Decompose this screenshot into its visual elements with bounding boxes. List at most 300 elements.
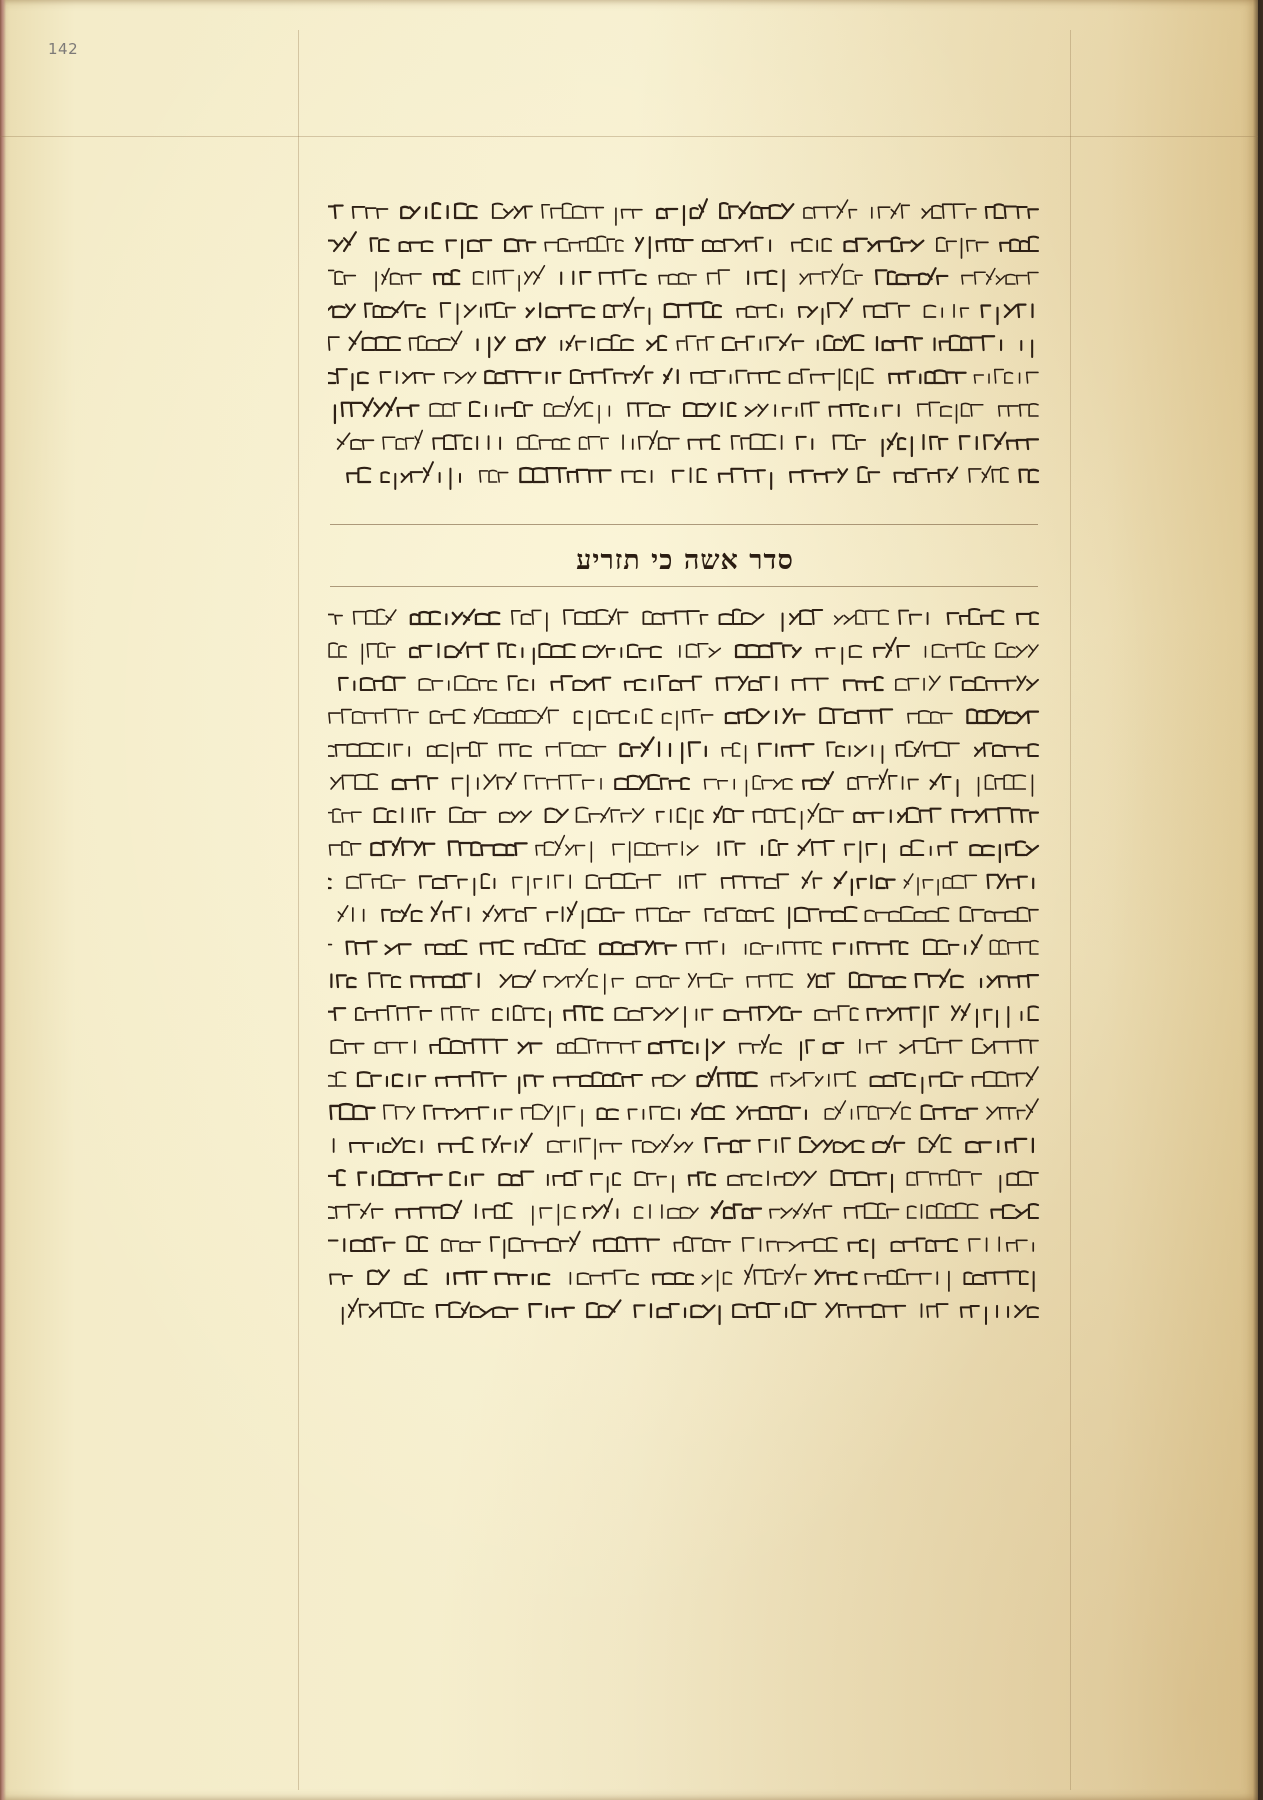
script-word <box>517 337 545 350</box>
script-word <box>972 1067 1038 1086</box>
script-line <box>328 1031 1040 1064</box>
script-word <box>732 434 782 449</box>
script-line-strokes <box>328 427 1040 460</box>
script-word <box>703 238 770 251</box>
script-line-strokes <box>328 328 1040 361</box>
script-line <box>328 328 1040 361</box>
script-word <box>876 268 947 284</box>
script-word <box>948 609 1004 624</box>
heading-rule-top <box>330 524 1038 525</box>
script-word <box>513 875 570 895</box>
script-word <box>719 842 745 855</box>
script-word <box>328 305 355 317</box>
script-word <box>430 1038 507 1053</box>
script-word <box>720 202 793 218</box>
script-line <box>328 800 1040 833</box>
script-line <box>328 1097 1040 1130</box>
script-word <box>442 1239 480 1251</box>
script-word <box>519 1043 542 1053</box>
script-word <box>328 878 331 888</box>
script-word <box>770 1203 832 1218</box>
script-word <box>347 468 370 482</box>
script-word <box>625 676 701 690</box>
script-word <box>981 975 1038 987</box>
script-word <box>845 842 884 862</box>
script-word <box>937 238 988 258</box>
script-line <box>328 295 1040 328</box>
script-word <box>835 872 895 895</box>
script-word <box>800 264 862 284</box>
script-word <box>481 941 513 954</box>
script-word <box>499 644 575 664</box>
script-word <box>889 370 965 383</box>
script-word <box>747 974 792 987</box>
script-word <box>474 266 545 291</box>
script-word <box>834 941 908 954</box>
script-word <box>745 1265 806 1284</box>
script-word <box>961 1306 1038 1324</box>
script-word <box>571 366 653 383</box>
script-word <box>450 1172 483 1185</box>
script-word <box>338 433 374 449</box>
script-line-strokes <box>328 635 1040 668</box>
script-line-strokes <box>328 1196 1040 1229</box>
script-word <box>370 238 388 251</box>
script-word <box>924 935 982 954</box>
script-word <box>570 1270 638 1284</box>
script-word <box>637 908 690 921</box>
script-word <box>330 1274 352 1284</box>
script-word <box>816 1270 857 1284</box>
script-line-strokes <box>328 295 1040 328</box>
script-word <box>827 742 882 763</box>
script-word <box>737 1106 806 1119</box>
script-word <box>411 974 478 987</box>
script-word <box>689 1173 715 1185</box>
script-word <box>966 1139 1033 1152</box>
script-word <box>867 1006 938 1027</box>
script-word <box>405 1269 426 1284</box>
script-word <box>665 302 721 317</box>
script-word <box>969 466 1008 482</box>
script-word <box>425 940 466 954</box>
script-word <box>848 769 918 789</box>
script-word <box>818 335 864 350</box>
script-word <box>684 403 735 416</box>
script-word <box>725 1007 801 1020</box>
script-line <box>328 701 1040 734</box>
script-word <box>921 1304 947 1317</box>
script-word <box>930 774 957 796</box>
script-word <box>564 609 628 624</box>
script-word <box>547 902 624 928</box>
top-ruling <box>0 136 1258 137</box>
script-word <box>353 207 388 218</box>
script-word <box>554 1072 642 1086</box>
script-word <box>871 1072 963 1093</box>
script-word <box>991 1204 1038 1218</box>
script-word <box>829 404 898 416</box>
script-word <box>988 875 1034 888</box>
script-word <box>692 1103 724 1119</box>
script-line-strokes <box>328 361 1040 394</box>
script-word <box>343 1299 423 1324</box>
script-word <box>521 1105 582 1126</box>
script-word <box>865 1269 949 1291</box>
script-word <box>873 1136 904 1152</box>
script-word <box>505 239 535 251</box>
script-word <box>551 676 610 690</box>
script-line-strokes <box>328 1130 1040 1163</box>
script-word <box>628 403 670 416</box>
script-word <box>636 237 693 258</box>
script-word <box>1019 470 1038 482</box>
script-line <box>328 262 1040 295</box>
script-word <box>649 1039 724 1060</box>
script-word <box>833 435 865 449</box>
script-word <box>493 1006 550 1027</box>
script-word <box>545 236 623 251</box>
script-line <box>328 1163 1040 1196</box>
script-word <box>410 643 488 657</box>
script-word <box>896 742 959 756</box>
script-word <box>771 1072 855 1086</box>
script-word <box>979 775 1033 796</box>
script-word <box>961 907 1038 921</box>
script-word <box>470 402 532 416</box>
script-word <box>330 842 361 855</box>
script-word <box>368 1270 389 1284</box>
script-word <box>848 1240 873 1258</box>
script-word <box>371 838 434 855</box>
script-word <box>925 642 984 657</box>
script-line-strokes <box>328 602 1040 635</box>
script-word <box>657 199 707 225</box>
script-word <box>439 1138 473 1152</box>
script-line-strokes <box>328 229 1040 262</box>
script-line <box>328 1262 1040 1295</box>
script-word <box>445 372 476 383</box>
script-word <box>816 646 861 664</box>
script-word <box>623 431 679 449</box>
script-word <box>339 677 405 690</box>
script-word <box>491 1232 580 1258</box>
script-word <box>964 1271 1033 1291</box>
script-word <box>500 970 535 987</box>
script-word <box>845 1203 899 1218</box>
script-word <box>347 942 377 954</box>
script-word <box>518 435 570 449</box>
script-line-strokes <box>328 998 1040 1031</box>
script-word <box>691 371 780 383</box>
script-line <box>328 734 1040 767</box>
script-word <box>369 973 400 987</box>
script-word <box>790 369 873 390</box>
script-word <box>558 1038 641 1053</box>
script-word <box>407 1236 427 1251</box>
script-word <box>328 1008 345 1020</box>
script-word <box>484 906 536 921</box>
script-word <box>613 842 698 862</box>
script-word <box>587 874 661 888</box>
script-word <box>485 371 560 383</box>
script-word <box>850 973 905 987</box>
script-word <box>717 677 777 690</box>
script-word <box>1000 237 1038 251</box>
script-word <box>400 241 433 251</box>
script-word <box>653 1075 685 1086</box>
script-word <box>643 611 707 624</box>
script-word <box>967 710 1038 723</box>
script-word <box>382 905 422 921</box>
script-word <box>674 1237 730 1251</box>
script-word <box>442 1007 479 1020</box>
script-word <box>362 643 395 664</box>
script-word <box>824 1043 844 1053</box>
script-word <box>792 239 831 251</box>
script-word <box>637 976 679 987</box>
script-word <box>832 1170 892 1192</box>
script-word <box>396 1201 461 1218</box>
script-word <box>792 679 827 690</box>
script-line-strokes <box>328 833 1040 866</box>
script-word <box>899 611 927 624</box>
script-word <box>705 908 773 921</box>
script-word <box>546 743 605 756</box>
script-word <box>759 1138 790 1152</box>
script-word <box>580 437 609 449</box>
script-word <box>904 874 976 895</box>
script-word <box>688 435 719 449</box>
script-word <box>952 1004 1038 1027</box>
script-word <box>380 371 434 383</box>
script-line-strokes <box>328 1097 1040 1130</box>
script-word <box>476 1203 512 1218</box>
script-word <box>951 676 1038 690</box>
script-word <box>347 874 405 888</box>
script-line <box>328 1064 1040 1097</box>
script-word <box>803 871 822 888</box>
script-word <box>450 807 486 822</box>
script-word <box>350 332 400 350</box>
script-word <box>575 709 652 730</box>
script-line-strokes <box>328 899 1040 932</box>
script-word <box>533 1205 575 1225</box>
script-word <box>704 776 792 796</box>
script-word <box>907 1170 981 1185</box>
script-word <box>908 711 952 723</box>
script-line <box>328 1229 1040 1262</box>
script-word <box>894 468 957 482</box>
script-word <box>677 336 714 350</box>
script-word <box>529 1304 574 1317</box>
script-word <box>826 1303 905 1317</box>
script-word <box>329 643 346 657</box>
script-line-strokes <box>328 767 1040 800</box>
script-word <box>430 710 464 723</box>
script-word <box>409 331 461 350</box>
script-word <box>500 744 532 756</box>
script-word <box>393 776 438 789</box>
script-word <box>545 397 610 423</box>
script-word <box>620 737 705 763</box>
script-line-strokes <box>328 800 1040 833</box>
script-word <box>723 334 803 350</box>
upper-text-block <box>328 196 1040 493</box>
script-word <box>328 1170 345 1185</box>
script-word <box>687 942 724 954</box>
script-line <box>328 899 1040 932</box>
script-word <box>430 403 461 416</box>
script-word <box>383 430 422 449</box>
script-line <box>328 1295 1040 1328</box>
script-word <box>622 471 652 482</box>
script-word <box>808 974 834 987</box>
script-word <box>815 1006 858 1020</box>
script-word <box>358 1171 441 1185</box>
script-line-strokes <box>328 866 1040 899</box>
script-word <box>900 1038 962 1053</box>
script-word <box>689 973 733 987</box>
script-word <box>493 204 532 218</box>
script-word <box>743 1238 837 1251</box>
script-line <box>328 668 1040 701</box>
script-word <box>790 469 847 482</box>
script-word <box>548 1139 622 1159</box>
lower-text-block <box>328 602 1040 1328</box>
script-word <box>962 269 1038 284</box>
script-word <box>329 709 418 723</box>
script-word <box>783 610 823 631</box>
script-word <box>441 303 515 324</box>
script-word <box>908 1203 978 1218</box>
script-word <box>436 1072 506 1086</box>
script-word <box>952 808 1038 822</box>
script-line-strokes <box>328 701 1040 734</box>
script-line-strokes <box>328 196 1040 229</box>
script-word <box>420 874 495 895</box>
script-word <box>748 270 783 291</box>
script-word <box>680 874 706 888</box>
script-line <box>328 866 1040 899</box>
script-word <box>598 1108 618 1119</box>
script-line <box>328 602 1040 635</box>
script-word <box>328 1237 395 1251</box>
script-word <box>584 645 661 657</box>
script-word <box>960 433 1038 449</box>
script-word <box>475 707 559 723</box>
script-word <box>981 304 1032 324</box>
script-word <box>999 404 1038 416</box>
script-word <box>858 467 879 482</box>
script-word <box>635 1205 698 1218</box>
script-word <box>358 1072 425 1086</box>
script-word <box>328 270 355 284</box>
script-line <box>328 427 1040 460</box>
script-word <box>328 615 342 624</box>
script-word <box>328 1072 346 1086</box>
script-word <box>854 808 940 822</box>
script-word <box>424 1106 512 1119</box>
script-word <box>1021 341 1032 357</box>
script-word <box>449 842 527 855</box>
script-line-strokes <box>328 668 1040 701</box>
script-word <box>564 1006 602 1020</box>
script-word <box>519 1076 543 1093</box>
script-word <box>331 774 377 789</box>
script-word <box>428 742 487 763</box>
script-line <box>328 932 1040 965</box>
script-word <box>525 775 601 789</box>
script-word <box>753 804 843 829</box>
script-line-strokes <box>328 394 1040 427</box>
script-word <box>803 772 833 789</box>
script-word <box>864 303 909 317</box>
script-word <box>328 206 343 218</box>
heading-rule-bottom <box>330 586 1038 587</box>
script-word <box>1017 612 1038 624</box>
script-word <box>452 773 515 796</box>
script-word <box>865 907 948 921</box>
script-word <box>328 809 361 822</box>
script-line <box>328 229 1040 262</box>
script-word <box>659 273 696 284</box>
script-word <box>434 270 459 284</box>
script-word <box>922 1105 978 1119</box>
script-word <box>896 676 940 690</box>
script-word <box>328 369 368 390</box>
script-word <box>335 398 419 423</box>
script-word <box>525 939 585 954</box>
script-word <box>975 743 1038 756</box>
script-word <box>600 942 676 954</box>
script-word <box>920 1135 951 1152</box>
margin-ruling-right <box>1070 30 1071 1790</box>
script-word <box>615 1007 712 1027</box>
script-line-strokes <box>328 932 1040 965</box>
script-word <box>604 298 649 324</box>
script-word <box>499 1172 533 1185</box>
script-word <box>594 1237 659 1251</box>
script-word <box>338 906 363 921</box>
script-line-strokes <box>328 1031 1040 1064</box>
script-word <box>719 469 771 489</box>
script-word <box>845 238 924 251</box>
script-word <box>844 677 883 690</box>
script-word <box>376 269 421 291</box>
margin-ruling-left <box>298 30 299 1790</box>
script-word <box>587 1300 620 1317</box>
folio-number: 142 <box>48 40 79 58</box>
script-word <box>561 272 590 284</box>
script-word <box>714 806 743 822</box>
script-word <box>616 208 642 225</box>
script-word <box>820 708 892 723</box>
script-word <box>432 901 469 921</box>
script-line <box>328 998 1040 1031</box>
script-word <box>706 1138 750 1152</box>
script-word <box>708 270 730 284</box>
script-word <box>356 1006 431 1020</box>
script-word <box>548 1171 582 1185</box>
section-heading: סדר אשה כי תזריע <box>576 545 794 576</box>
script-word <box>520 468 610 482</box>
script-word <box>331 1040 363 1053</box>
script-word <box>536 836 591 862</box>
script-word <box>712 1201 761 1218</box>
script-word <box>789 907 856 928</box>
script-word <box>576 807 643 822</box>
